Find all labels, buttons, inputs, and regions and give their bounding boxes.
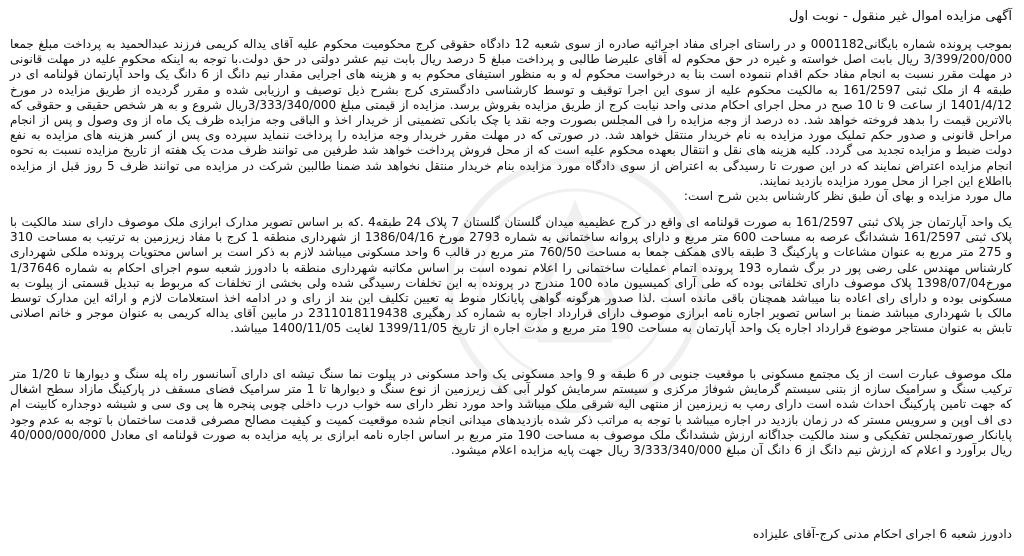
notice-footer-signatory: دادورز شعبه 6 اجرای احکام مدنی کرج-آقای علیزاده — [752, 527, 1012, 541]
notice-paragraph-execution: بموجب پرونده شماره بایگانی0001182 و در راستای اجرای مفاد اجرائیه صادره از سوی شعبه 12 دادگاه حقوقی کرج محکومیت محکوم علیه آقای یداله کریمی فرزند عبدالحمید به پرداخت مبلغ جمعا 3/399/200/000 ریال بابت اصل خواسته و غیره در حق محکوم له آقای علیرضا طالبی و پرداخت مبلغ 5 درصد ریال بابت نیم عشر دولتی در حق دولت.با توجه به اینکه محکوم علیه در مهلت قانونی در مهلت مقرر نسبت به انجام مفاد حکم اقدام ننموده است بنا به درخواست محکوم له و به منظور استیفای محکوم به و هزینه های اجرایی مقدار نیم دانگ از 6 دانگ یک واحد آپارتمان قولنامه ای در طبقه 4 از ملک ثبتی 161/2597 به مالکیت محکوم علیه از سوی این اجرا توقیف و توسط کارشناسی دادگستری کرج بشرح ذیل توصیف و ارزیابی شده و مقرر گردیده از طریق مزایده در مورخ 1401/4/12 از ساعت 9 تا 10 صبح در محل اجرای احکام مدنی واحد نیابت کرج از طریق مزایده بفروش برسد. مزایده از قیمتی مبلغ 3/333/340/000ریال شروع و به هر شخص حقیقی و حقوقی که بالاترین قیمت را بدهد فروخته خواهد شد. ده درصد از وجه مزایده را فی المجلس بصورت وجه نقد یا چک بانکی تضمینی از خریدار اخذ و الباقی وجه مزایده ظرف یک ماه از وی وصول و پس از انجام مراحل قانونی و صدور حکم تملیک مورد مزایده به نام خریدار منتقل خواهد شد. در صورتی که در مهلت مقرر خریدار وجه مزایده را پرداخت ننماید سپرده وی پس از کسر هزینه های مزایده به نفع دولت ضبط و مزایده تجدید می گردد. کلیه هزینه های نقل و انتقال بعهده محکوم علیه است که از محل فروش پرداخت خواهد شد طرفین می توانند ظرف مدت یک هفته از تاریخ مزایده نسبت به نحوه انجام مزایده اعتراض نمایند که در این صورت تا رسیدگی به اعتراض از سوی دادگاه مورد مزایده بنام خریدار منتقل نخواهد شد ضمنا طالبین شرکت در مزایده می توانند ظرف 5 روز قبل از مزایده بااطلاع این اجرا از محل مورد مزایده بازدید نمایند. — [10, 37, 1013, 188]
notice-paragraph-property-details: یک واحد آپارتمان جز پلاک ثبتی 161/2597 به صورت قولنامه ای واقع در کرج عظیمیه میدان گلستان گلستان 7 پلاک 24 طبقه4 .که بر اساس تصویر مدارک ابرازی ملک موصوف دارای سند مالکیت با پلاک ثبتی 161/2597 ششدانگ عرصه به مساحت 600 متر مربع و دارای پروانه ساختمانی به شماره 2793 مورخ 1386/04/16 از شهرداری منطقه 1 کرج با مفاد زیرزمین به ترتیب به مساحت 310 و 275 متر مربع به عنوان مشاعات و پارکینگ 3 طبقه بالای همکف جمعا به مساحت 760/50 متر مربع در قالب 6 واحد مسکونی میباشد لازم به ذکر است بر اساس محتویات پرونده ملکی شهرداری کارشناس مهندس علی رضی پور در برگ شماره 193 پرونده اتمام عملیات ساختمانی را اعلام نموده است بر اساس مکاتبه شهرداری منطقه با دادورز شعبه سوم اجرای احکام به شماره 1/37646 مورخ1398/07/04 پلاک موصوف دارای تخلفاتی بوده که طی آرای کمیسیون ماده 100 مندرج در پرونده به این تخلفات رسیدگی شده ولی بخشی از تخلفات که مربوط به تبدیل قسمتی از پیلوت به مسکونی بوده و دارای رای اعاده بنا میباشد همچنان باقی مانده است .لذا صدور هرگونه گواهی پایانکار منوط به تعیین تکلیف این بند از رای و در ادامه اخذ استعلامات لازم و ارائه این مدارک توسط مالک با شهرداری میباشد ضمنا بر اساس تصویر اجاره نامه ابرازی موصوف دارای قرارداد اجاره به شماره کد رهگیری 2311018119438 در مابین آقای یداله کریمی به عنوان موجر و خانم اصلانی تابش به عنوان مستاجر موضوع قرارداد اجاره یک واحد آپارتمان به مساحت 190 متر مربع و مدت اجاره از تاریخ 1399/11/05 لغایت 1400/11/05 میباشد. — [10, 215, 1013, 336]
notice-paragraph-property-intro: مال مورد مزایده و بهای آن طبق نظر کارشناس بدین شرح است: — [683, 189, 1012, 203]
notice-paragraph-valuation: ملک موصوف عبارت است از یک مجتمع مسکونی با موقعیت جنوبی در 6 طبقه و 9 واحد مسکونی یک واحد مسکونی در پیلوت نما سنگ تیشه ای دارای آسانسور راه پله سنگ و دیوارها تا 1/20 متر ترکیب سنگ و سرامیک سازه از بتنی سیستم گرمایش شوفاژ مرکزی و سیستم سرمایش کولر آبی کف زیرزمین از نوع سنگ و دیوارها تا 1 متر سرامیک فضای مسقف در پارکینگ مازاد سطح اشغال که جهت تامین پارکینگ احداث شده است دارای رمپ به زیرزمین از منتهی الیه شرقی ملک میباشد واحد مورد نظر دارای سه خواب درب داخلی چوبی پنجره ها پی وی سی و شیشه دوجداره کابینت ام دی اف اوپن و سرویس مستر که در زمان بازدید در اجاره میباشد با توجه به مراتب ذکر شده بازدیدهای میدانی انجام شده موقعیت کمیت و کیفیت مصالح مصرفی قدمت ساختمان با توجه به عدم وجود پایانکار صورتمجلس تفکیکی و سند مالکیت جداگانه ارزش ششدانگ ملک موصوف به مساحت 190 متر مربع بر اساس اجاره نامه ابرازی بر پایه مزایده به صورت قولنامه ای معادل 40/000/000/000 ریال برآورد و اعلام که ارزش نیم دانگ از 6 دانگ آن مبلغ 3/333/340/000 ریال جهت پایه مزایده اعلام میشود. — [10, 367, 1013, 458]
notice-title: آگهی مزایده اموال غیر منقول - نوبت اول — [788, 9, 1012, 24]
